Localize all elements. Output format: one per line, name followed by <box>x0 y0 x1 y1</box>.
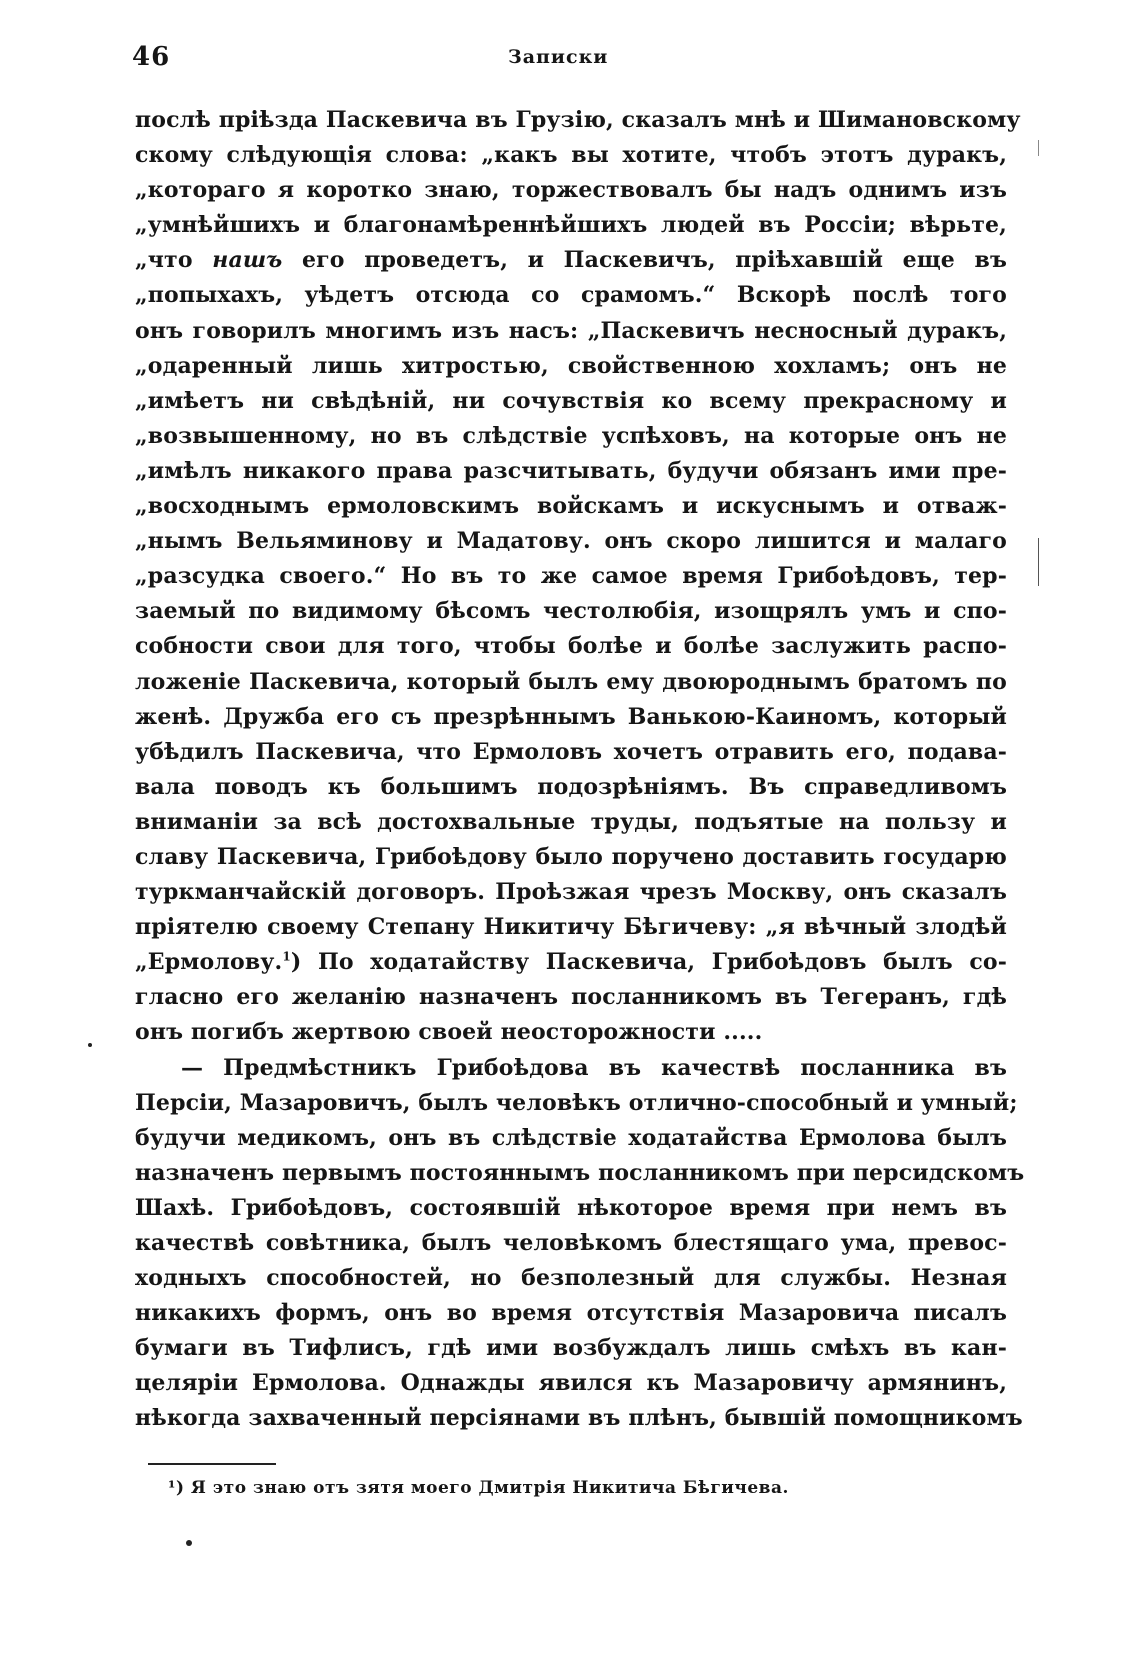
text-line: онъ погибъ жертвою своей неосторожности ..... <box>135 1019 763 1046</box>
text-line: собности свои для того, чтобы болѣе и болѣе заслужить распо- <box>135 633 1007 660</box>
text-line: — Предмѣстникъ Грибоѣдова въ качествѣ посланника въ <box>181 1054 1007 1081</box>
text-line: пріятелю своему Степану Никитичу Бѣгичеву: „я вѣчный злодѣй <box>135 914 1007 941</box>
text-line: „умнѣйшихъ и благонамѣреннѣйшихъ людей въ Россіи; вѣрьте, <box>135 212 1007 239</box>
margin-mark <box>1038 140 1039 156</box>
page-number: 46 <box>132 42 171 72</box>
text-line: „котораго я коротко знаю, торжествовалъ бы надъ однимъ изъ <box>135 177 1007 204</box>
text-line: ходныхъ способностей, но безполезный для службы. Незная <box>135 1265 1007 1292</box>
text-line: заемый по видимому бѣсомъ честолюбія, изощрялъ умъ и спо- <box>135 598 1007 625</box>
text-line: гласно его желанію назначенъ посланникомъ въ Тегеранъ, гдѣ <box>135 984 1007 1011</box>
text-line: вала поводъ къ большимъ подозрѣніямъ. Въ справедливомъ <box>135 773 1007 800</box>
text-line: „одаренный лишь хитростью, свойственною хохламъ; онъ не <box>135 352 1007 379</box>
running-head: Записки <box>508 46 609 68</box>
margin-mark <box>1038 538 1039 586</box>
text-line: убѣдилъ Паскевича, что Ермоловъ хочетъ отравить его, подава- <box>135 738 1007 765</box>
footnote-ref: 1 <box>282 949 291 964</box>
footnote <box>168 1478 789 1498</box>
body-text <box>135 103 1025 1437</box>
text-line: онъ говорилъ многимъ изъ насъ: „Паскевичъ несносный дуракъ, <box>135 317 1007 344</box>
text-line: „восходнымъ ермоловскимъ войскамъ и искуснымъ и отваж- <box>135 493 1007 520</box>
italic-word: нашъ <box>212 247 283 274</box>
text-line: „имѣлъ никакого права разсчитывать, будучи обязанъ ими пре- <box>135 457 1007 484</box>
text-line: вниманіи за всѣ достохвальные труды, подъятые на пользу и <box>135 808 1007 835</box>
footnote-text: Я это знаю отъ зятя моего Дмитрія Никитича Бѣгичева. <box>190 1478 789 1498</box>
text-line: славу Паскевича, Грибоѣдову было поручено доставить государю <box>135 843 1007 870</box>
text-line: Шахѣ. Грибоѣдовъ, состоявшій нѣкоторое время при немъ въ <box>135 1194 1007 1221</box>
ink-speck <box>88 1043 92 1047</box>
text-line: туркманчайскій договоръ. Проѣзжая чрезъ Москву, онъ сказалъ <box>135 879 1007 906</box>
text-line: целяріи Ермолова. Однажды явился къ Мазаровичу армянинъ, <box>135 1370 1007 1397</box>
text-line: „попыхахъ, уѣдетъ отсюда со срамомъ.“ Вскорѣ послѣ того <box>135 282 1007 309</box>
text-line: „Ермолову.$^1$) По ходатайству Паскевича, Грибоѣдовъ былъ со- <box>135 949 1007 976</box>
text-line: женѣ. Дружба его съ презрѣннымъ Ванькою-Каиномъ, который <box>135 703 1007 730</box>
text-line: качествѣ совѣтника, былъ человѣкомъ блестящаго ума, превос- <box>135 1230 1007 1256</box>
text-line: скому слѣдующія слова: „какъ вы хотите, чтобъ этотъ дуракъ, <box>135 142 1007 169</box>
ink-speck <box>186 1540 192 1546</box>
text-line: назначенъ первымъ постояннымъ посланникомъ при персидскомъ <box>135 1159 1025 1186</box>
text-line: никакихъ формъ, онъ во время отсутствія Мазаровича писалъ <box>135 1300 1007 1327</box>
text-line: ложеніе Паскевича, который былъ ему двоюроднымъ братомъ по <box>135 668 1007 695</box>
text-line: „имѣетъ ни свѣдѣній, ни сочувствія ко всему прекрасному и <box>135 387 1007 414</box>
text-line: „что нашъ его проведетъ, и Паскевичъ, пріѣхавшій еще въ <box>135 247 1007 274</box>
text-line: „разсудка своего.“ Но въ то же самое время Грибоѣдовъ, тер- <box>135 563 1007 590</box>
text-line: Персіи, Мазаровичъ, былъ человѣкъ отлично-способный и умный; <box>135 1089 1018 1116</box>
text-line: „возвышенному, но въ слѣдствіе успѣховъ, на которые онъ не <box>135 422 1007 449</box>
text-line: „нымъ Вельяминову и Мадатову. онъ скоро лишится и малаго <box>135 528 1007 555</box>
text-line: будучи медикомъ, онъ въ слѣдствіе ходатайства Ермолова былъ <box>135 1124 1007 1151</box>
text-line: нѣкогда захваченный персіянами въ плѣнъ, бывшій помощникомъ <box>135 1405 1023 1432</box>
footnote-rule <box>148 1463 276 1465</box>
text-line: послѣ пріѣзда Паскевича въ Грузію, сказалъ мнѣ и Шимановскому <box>135 107 1021 133</box>
text-line: бумаги въ Тифлисъ, гдѣ ими возбуждалъ лишь смѣхъ въ кан- <box>135 1335 1007 1362</box>
footnote-marker: ¹) <box>168 1478 185 1498</box>
